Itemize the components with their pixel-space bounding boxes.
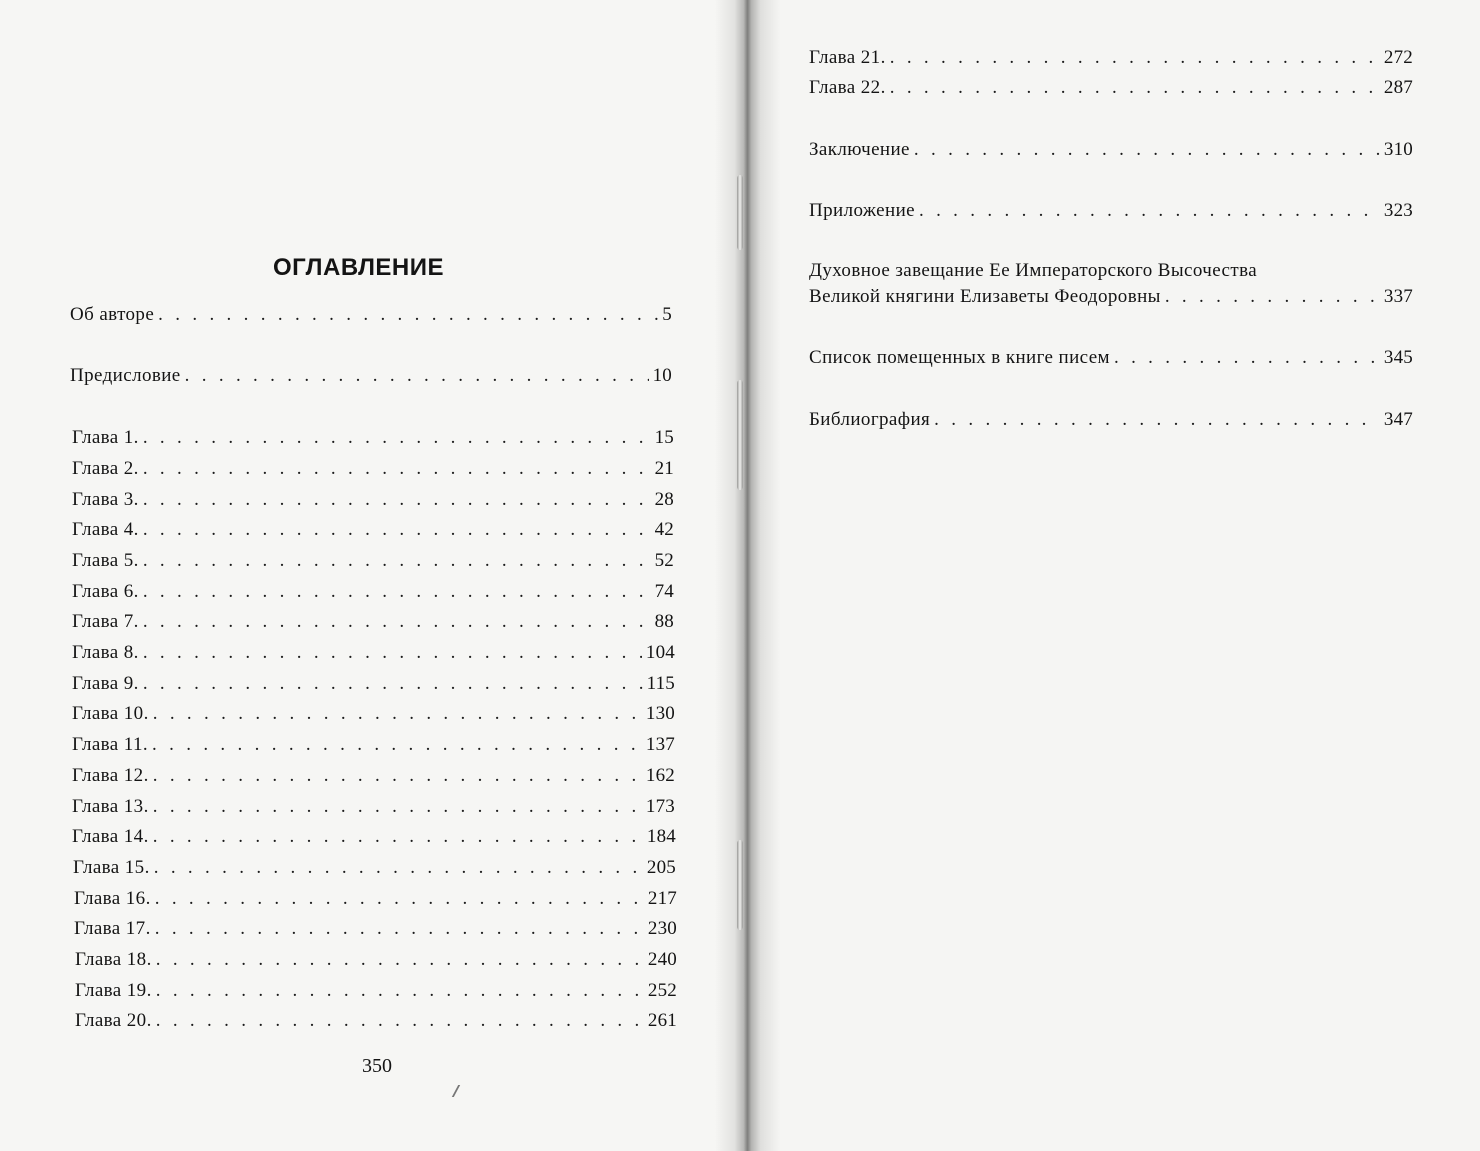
toc-entry-label: Великой княгини Елизаветы Феодоровны (809, 286, 1161, 307)
toc-entry (72, 764, 675, 788)
toc-entry (72, 580, 674, 604)
toc-entry (72, 457, 674, 481)
toc-entry-label: Глава 11. (72, 734, 149, 755)
toc-entry (70, 364, 672, 388)
toc-dot-leader (158, 303, 658, 327)
toc-entry (809, 408, 1413, 432)
toc-entry-page: 42 (654, 519, 674, 540)
toc-entry (809, 199, 1413, 223)
toc-entry (70, 303, 672, 327)
toc-dot-leader (890, 76, 1380, 100)
toc-entry-page: 240 (647, 949, 677, 970)
toc-dot-leader (890, 46, 1380, 70)
right-page (745, 0, 1480, 1151)
toc-entry-label: Глава 15. (73, 857, 150, 878)
toc-dot-leader (153, 702, 642, 726)
toc-entry (72, 518, 674, 542)
toc-entry-label: Глава 2. (72, 458, 139, 479)
toc-entry-page: 74 (654, 581, 674, 602)
toc-dot-leader (185, 364, 649, 388)
toc-dot-leader (143, 488, 651, 512)
toc-entry (75, 1009, 677, 1033)
toc-entry-page: 347 (1383, 409, 1413, 430)
page-number: 350 (362, 1055, 392, 1077)
testament-first-line: Духовное завещание Ее Императорского Высочества (809, 260, 1258, 281)
toc-entry-page: 130 (645, 703, 675, 724)
toc-entry-label: Глава 10. (72, 703, 149, 724)
toc-entry (72, 733, 675, 757)
toc-entry-page: 10 (652, 365, 672, 386)
toc-entry-page: 21 (654, 458, 674, 479)
toc-dot-leader (143, 641, 642, 665)
toc-entry-page: 310 (1383, 139, 1413, 160)
toc-dot-leader (152, 733, 642, 757)
toc-entry (72, 610, 674, 634)
toc-dot-leader (143, 610, 651, 634)
toc-entry-page: 15 (654, 427, 674, 448)
toc-entry-label: Предисловие (70, 365, 181, 386)
toc-dot-leader (143, 672, 643, 696)
toc-entry-label: Глава 9. (72, 673, 139, 694)
toc-entry-label: Глава 6. (72, 581, 139, 602)
toc-entry (809, 46, 1413, 70)
toc-entry (809, 76, 1413, 100)
binding-stitch (737, 840, 743, 930)
toc-entry-label: Приложение (809, 200, 915, 221)
toc-dot-leader (919, 199, 1380, 223)
toc-entry (72, 549, 674, 573)
toc-entry (74, 917, 677, 941)
toc-entry (809, 285, 1413, 309)
toc-dot-leader (153, 764, 642, 788)
toc-entry-label: Глава 5. (72, 550, 139, 571)
toc-entry-page: 162 (645, 765, 675, 786)
toc-dot-leader (155, 917, 644, 941)
toc-entry (72, 426, 674, 450)
toc-entry-page: 230 (647, 918, 677, 939)
toc-entry-page: 272 (1383, 47, 1413, 68)
toc-entry-label: Глава 1. (72, 427, 139, 448)
toc-entry-label: Глава 14. (72, 826, 149, 847)
toc-dot-leader (153, 795, 642, 819)
toc-entry (74, 887, 677, 911)
toc-entry-page: 337 (1383, 286, 1413, 307)
toc-entry-label: Глава 16. (74, 888, 151, 909)
toc-dot-leader (143, 549, 651, 573)
toc-entry (72, 488, 674, 512)
toc-dot-leader (1114, 346, 1380, 370)
toc-entry-page: 287 (1383, 77, 1413, 98)
toc-dot-leader (143, 426, 651, 450)
toc-entry-page: 217 (647, 888, 677, 909)
toc-entry-page: 28 (654, 489, 674, 510)
book-gutter (715, 0, 780, 1151)
toc-dot-leader (143, 518, 651, 542)
toc-entry-label: Глава 7. (72, 611, 139, 632)
toc-entry-page: 205 (646, 857, 676, 878)
toc-entry-label: Глава 22. (809, 77, 886, 98)
toc-entry-label: Глава 13. (72, 796, 149, 817)
toc-entry-label: Глава 21. (809, 47, 886, 68)
toc-dot-leader (156, 948, 644, 972)
toc-dot-leader (156, 979, 644, 1003)
toc-entry-page: 88 (654, 611, 674, 632)
toc-dot-leader (143, 580, 651, 604)
toc-entry-label: Глава 12. (72, 765, 149, 786)
toc-entry-page: 104 (645, 642, 675, 663)
toc-entry (72, 795, 675, 819)
toc-dot-leader (934, 408, 1380, 432)
toc-entry-page: 345 (1383, 347, 1413, 368)
toc-entry (75, 979, 677, 1003)
toc-dot-leader (155, 887, 644, 911)
toc-entry-label: Библиография (809, 409, 931, 430)
toc-dot-leader (154, 856, 643, 880)
toc-entry (809, 138, 1413, 162)
toc-entry-page: 137 (645, 734, 675, 755)
toc-entry-page: 173 (645, 796, 675, 817)
toc-dot-leader (1165, 285, 1380, 309)
toc-entry (75, 948, 677, 972)
binding-stitch (737, 175, 743, 250)
toc-entry-label: Глава 19. (75, 980, 152, 1001)
binding-stitch (737, 380, 743, 490)
pencil-mark (452, 1085, 467, 1097)
toc-entry-label: Глава 20. (75, 1010, 152, 1031)
toc-entry (72, 825, 676, 849)
toc-entry-page: 184 (646, 826, 676, 847)
toc-entry (72, 641, 675, 665)
toc-dot-leader (153, 825, 643, 849)
toc-entry-page: 52 (654, 550, 674, 571)
toc-entry-page: 115 (646, 673, 675, 694)
toc-entry-label: Глава 3. (72, 489, 139, 510)
toc-entry-label: Заключение (809, 139, 910, 160)
toc-entry-label: Список помещенных в книге писем (809, 347, 1110, 368)
toc-title: ОГЛАВЛЕНИЕ (273, 254, 445, 281)
toc-entry (73, 856, 676, 880)
toc-dot-leader (156, 1009, 644, 1033)
toc-entry-page: 5 (662, 304, 672, 325)
toc-dot-leader (914, 138, 1380, 162)
toc-entry (809, 346, 1413, 370)
toc-entry-page: 323 (1383, 200, 1413, 221)
toc-entry-label: Глава 18. (75, 949, 152, 970)
toc-entry-label: Глава 4. (72, 519, 139, 540)
toc-entry-label: Глава 17. (74, 918, 151, 939)
toc-entry-label: Об авторе (70, 304, 155, 325)
toc-entry-page: 252 (647, 980, 677, 1001)
toc-entry (72, 702, 675, 726)
toc-dot-leader (143, 457, 651, 481)
toc-entry-page: 261 (647, 1010, 677, 1031)
toc-entry-label: Глава 8. (72, 642, 139, 663)
toc-entry (72, 672, 675, 696)
